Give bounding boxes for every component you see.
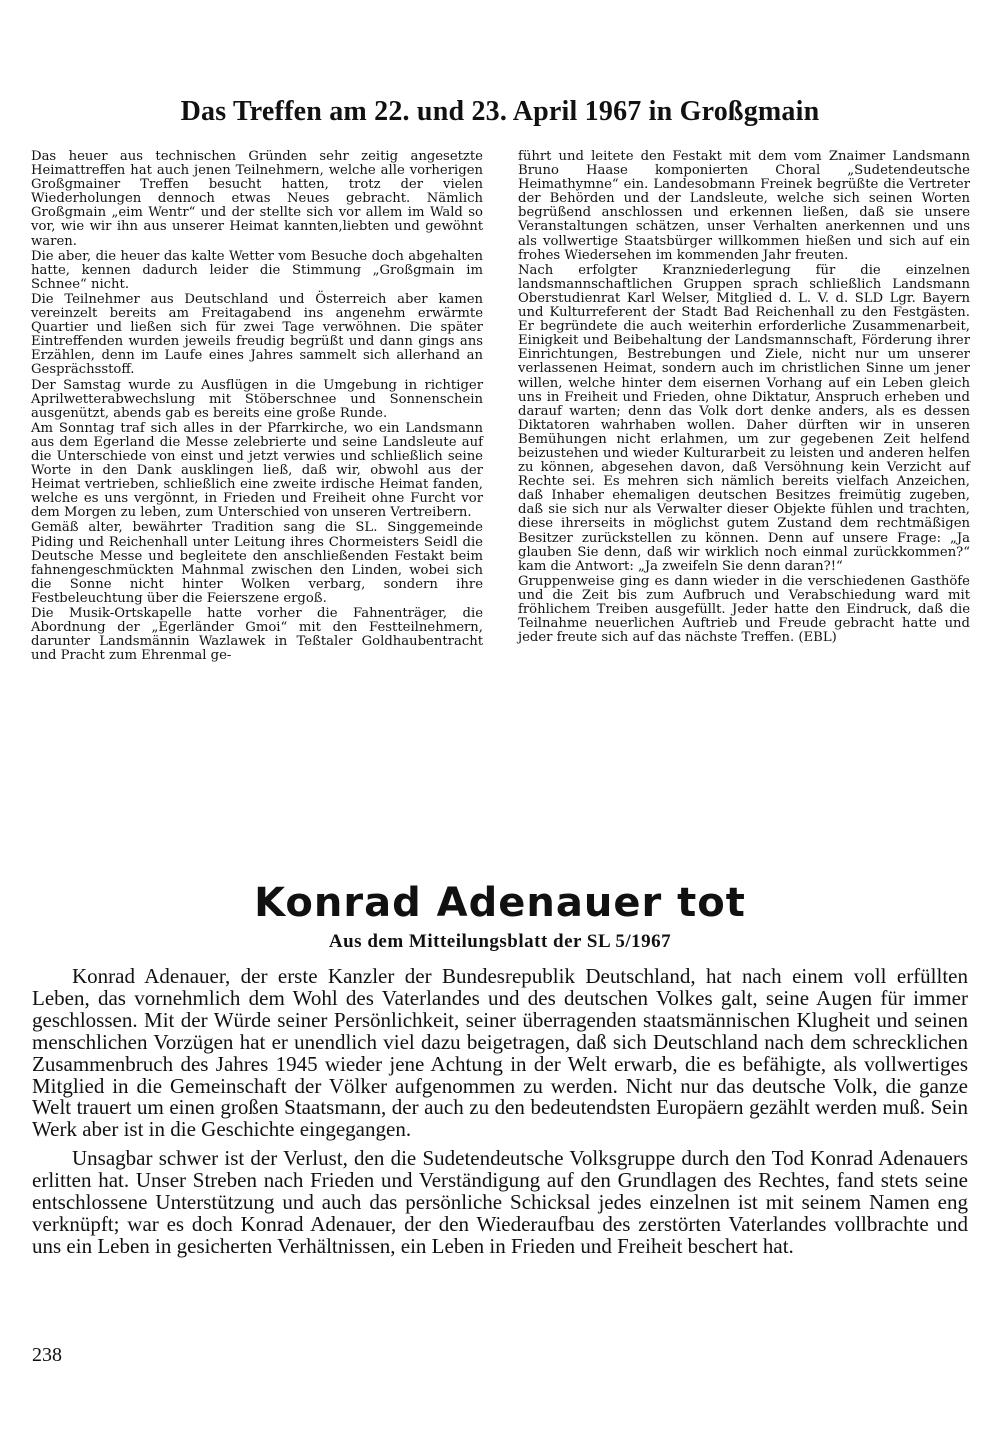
- paragraph: Das heuer aus technischen Gründen sehr zeitig angesetzte Heimattreffen hat auch jenen Teilnehmern, welche alle vorherigen Großgmainer Treffen besucht hatten, trotz der vielen Wiederholungen dennoch etwas Neues gebracht. Nämlich Großgmain „eim Wentr“ und der stellte sich vor allem im Wald so vor, wie wir ihn aus unserer Heimat kannten,liebten und gewöhnt waren.: [31, 149, 483, 249]
- article-title-treffen: Das Treffen am 22. und 23. April 1967 in Großgmain: [180, 96, 820, 127]
- paragraph: Die aber, die heuer das kalte Wetter vom Besuche doch abgehalten hatte, kennen dadurch leider die Stimmung „Großgmain im Schnee“ nicht.: [31, 248, 483, 292]
- article-left-column: [31, 150, 483, 664]
- article-subtitle: Aus dem Mitteilungsblatt der SL 5/1967: [328, 931, 672, 952]
- paragraph: Konrad Adenauer, der erste Kanzler der Bundesrepublik Deutschland, hat nach einem voll erfüllten Leben, das vornehmlich dem Wohl des Vaterlandes und des deutschen Volkes galt, seine Augen für immer geschlossen. Mit der Würde seiner Persönlichkeit, seiner überragenden staatsmännischen Klugheit und seinen menschlichen Vorzügen hat er unendlich viel dazu beigetragen, daß sich Deutschland nach dem schrecklichen Zusammenbruch des Jahres 1945 wieder jene Achtung in der Welt erwarb, die es befähigte, als vollwertiges Mitglied in die Gemeinschaft der Völker aufgenommen zu werden. Nicht nur das deutsche Volk, die ganze Welt trauert um einen großen Staatsmann, der auch zu den bedeutendsten Europäern gezählt werden muß. Sein Werk aber ist in die Geschichte eingegangen.: [32, 964, 968, 1142]
- paragraph: Der Samstag wurde zu Ausflügen in die Umgebung in richtiger Aprilwetterabwechslung mit Stöberschnee und Sonnenschein ausgenützt, abends gab es bereits eine große Runde.: [31, 377, 483, 421]
- paragraph: Unsagbar schwer ist der Verlust, den die Sudetendeutsche Volksgruppe durch den Tod Konrad Adenauers erlitten hat. Unser Streben nach Frieden und Verständigung auf den Grundlagen des Rechtes, fand stets seine entschlossene Unterstützung und auch das persönliche Schicksal jedes einzelnen ist mit seinem Namen eng verknüpft; war es doch Konrad Adenauer, der den Wiederaufbau des zerstörten Vaterlandes vollbrachte und uns ein Leben in gesicherten Verhältnissen, ein Leben in Frieden und Freiheit beschert hat.: [32, 1146, 968, 1258]
- page-number: 238: [32, 1344, 62, 1366]
- paragraph: Nach erfolgter Kranzniederlegung für die einzelnen landsmannschaftlichen Gruppen sprach schließlich Landsmann Oberstudienrat Karl Welser, Mitglied d. L. V. d. SLD Lgr. Bayern und Kulturreferent der Stadt Bad Reichenhall zu den Festgästen. Er begründete die auch weiterhin erforderliche Zusammenarbeit, Einigkeit und Beibehaltung der Landsmannschaft, Förderung ihrer Einrichtungen, Bestrebungen und Ziele, nicht nur um unserer verlassenen Heimat, sondern auch im christlichen Sinne um jener willen, welche hinter dem eisernen Vorhang auf ein Leben gleich uns in Freiheit und Frieden, ohne Diktatur, Anspruch erheben und darauf warten; denn das Volk dort denke anders, als es dessen Diktatoren wahrhaben wollen. Daher dürften wir in unseren Bemühungen nicht erlahmen, um zur gegebenen Zeit helfend beizustehen und wieder Kulturarbeit zu leisten und anderen helfen zu können, abgesehen davon, daß Versöhnung kein Verzicht auf Rechte sei. Es mehren sich nämlich bereits vielfach Anzeichen, daß Inhaber ehemaligen deutschen Besitzes freimütig zugeben, daß sie sich nur als Verwalter dieser Objekte fühlen und trachten, diese ihrerseits in möglichst gutem Zustand dem rechtmäßigen Besitzer zurückstellen zu können. Denn auf unsere Frage: „Ja glauben Sie denn, daß wir wirklich noch einmal zurückkommen?“ kam die Antwort: „Ja zweifeln Sie denn daran?!“: [518, 262, 970, 574]
- paragraph: Gruppenweise ging es dann wieder in die verschiedenen Gasthöfe und die Zeit bis zum Aufbruch und Verabschiedung ward mit fröhlichem Treiben ausgefüllt. Jeder hatte den Eindruck, daß die Teilnahme neuerlichen Auftrieb und Freude gebracht hatte und jeder freute sich auf das nächste Treffen. (EBL): [518, 573, 970, 646]
- paragraph: führt und leitete den Festakt mit dem vom Znaimer Landsmann Bruno Haase komponierten Choral „Sudetendeutsche Heimathymne“ ein. Landesobmann Freinek begrüßte die Vertreter der Behörden und der Landsleute, welche sich seinen Worten begrüßend anschlossen und erkennen ließen, daß sie unsere Veranstaltungen schätzen, unser Verhalten anerkennen und uns als vollwertige Staatsbürger willkommen hießen und sich auf ein frohes Wiedersehen im kommenden Jahr freuten.: [518, 149, 970, 263]
- paragraph: Die Teilnehmer aus Deutschland und Österreich aber kamen vereinzelt bereits am Freitagabend ins angenehm erwärmte Quartier und ließen sich für zwei Tage verwöhnen. Die später Eintreffenden wurden jeweils freudig begrüßt und dann gings ans Erzählen, denn im Laufe eines Jahres sammelt sich allerhand an Gesprächsstoff.: [31, 291, 483, 378]
- paragraph: Die Musik-Ortskapelle hatte vorher die Fahnenträger, die Abordnung der „Egerländer Gmoi“ mit den Festteilnehmern, darunter Landsmännin Wazlawek in Teßtaler Goldhaubentracht und Pracht zum Ehrenmal ge-: [31, 606, 483, 664]
- article-title-adenauer: Konrad Adenauer tot: [254, 880, 746, 926]
- paragraph: Gemäß alter, bewährter Tradition sang die SL. Singgemeinde Piding und Reichenhall unter Leitung ihres Chormeisters Seidl die Deutsche Messe und begleitete den anschließenden Festakt beim fahnengeschmückten Mahnmal zwischen den Linden, wobei sich die Sonne nicht hinter Wolken verbarg, sondern ihre Festbeleuchtung über die Feierszene ergoß.: [31, 520, 483, 606]
- article-body-adenauer: [32, 966, 968, 1265]
- paragraph: Am Sonntag traf sich alles in der Pfarrkirche, wo ein Landsmann aus dem Egerland die Messe zelebrierte und seine Landsleute auf die Unterschiede von einst und jetzt verwies und schließlich seine Worte in den Dank ausklingen ließ, daß wir, obwohl aus der Heimat vertrieben, schließlich eine zweite irdische Heimat fanden, welche es uns vergönnt, in Frieden und Freiheit ohne Furcht vor dem Morgen zu leben, zum Unterschied von unseren Vertreibern.: [31, 420, 483, 521]
- article-right-column: [518, 150, 970, 646]
